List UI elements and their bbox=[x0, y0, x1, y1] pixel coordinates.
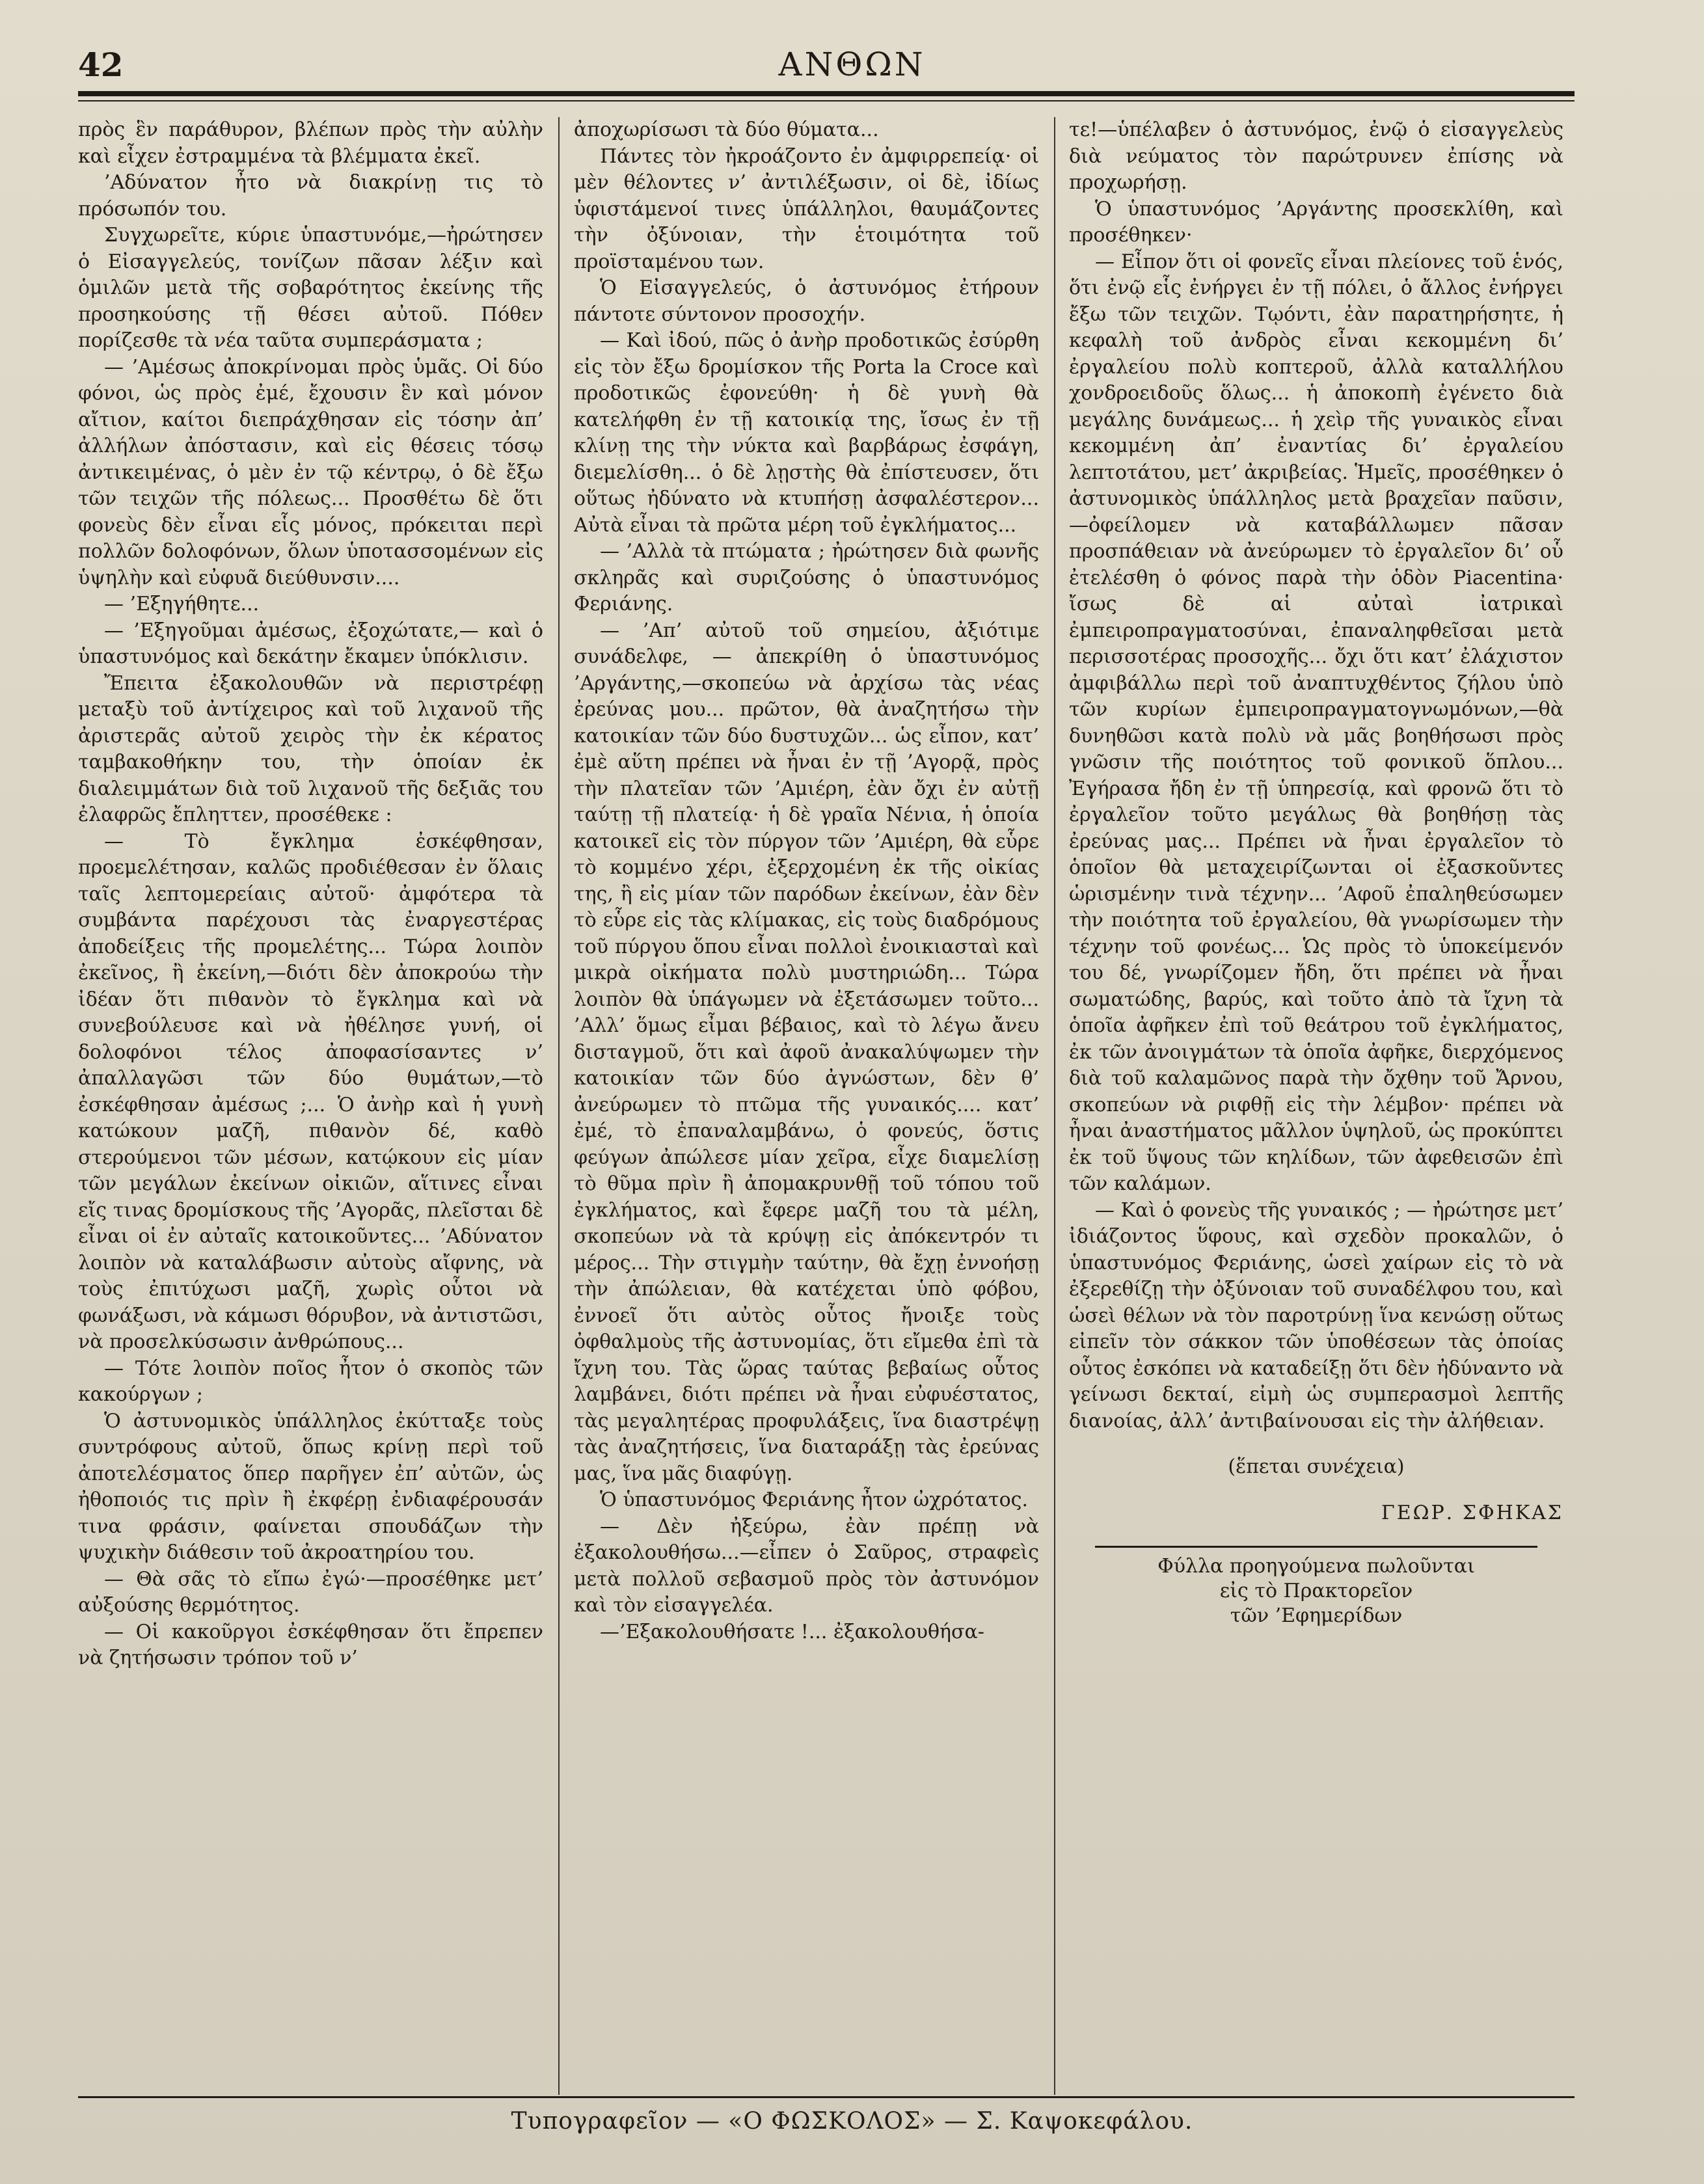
to-be-continued: (ἕπεται συνέχεια) bbox=[1228, 1455, 1405, 1478]
column-divider bbox=[1054, 117, 1055, 2095]
paragraph: ἀποχωρίσωσι τὰ δύο θύματα... bbox=[574, 118, 879, 141]
paragraph: — ’Εξηγήθητε... bbox=[104, 593, 260, 615]
paragraph: — Δὲν ἠξεύρω, ἐὰν πρέπῃ νὰ ἐξακολουθήσω...—εἶπεν ὁ Σαῦρος, στραφεὶς μετὰ πολλοῦ σεβασμοῦ πρὸς τὸν ἀστυνόμον καὶ τὸν εἰσαγγελέα. bbox=[574, 1515, 1039, 1617]
paragraph: Ὁ ὑπαστυνόμος Φεριάνης ἦτον ὠχρότατος. bbox=[600, 1489, 1028, 1511]
page-number: 42 bbox=[78, 46, 124, 84]
paragraph: — Οἱ κακοῦργοι ἐσκέφθησαν ὅτι ἔπρεπεν νὰ ζητήσωσιν τρόπον τοῦ ν’ bbox=[78, 1620, 543, 1669]
text-column-2 bbox=[574, 117, 1039, 2088]
paragraph: — ’Εξηγοῦμαι ἀμέσως, ἐξοχώτατε,— καὶ ὁ ὑπαστυνόμος καὶ δεκάτην ἔκαμεν ὑπόκλισιν. bbox=[78, 619, 543, 668]
paragraph: πρὸς ἓν παράθυρον, βλέπων πρὸς τὴν αὐλὴν καὶ εἶχεν ἐστραμμένα τὰ βλέμματα ἐκεῖ. bbox=[78, 118, 543, 168]
notice-line: τῶν ’Εφημερίδων bbox=[1230, 1604, 1403, 1627]
footer-rule bbox=[78, 2096, 1575, 2098]
paragraph: — ’Αμέσως ἀποκρίνομαι πρὸς ὑμᾶς. Οἱ δύο φόνοι, ὡς πρὸς ἐμέ, ἔχουσιν ἓν καὶ μόνον αἴτιον, καίτοι διεπράχθησαν εἰς τόσην ἀπ’ ἀλλήλων ἀπόστασιν, καὶ εἰς θέσεις τόσῳ ἀντικειμένας, ὁ μὲν ἐν τῷ κέντρῳ, ὁ δὲ ἔξω τῶν τειχῶν τῆς πόλεως... Προσθέτω δὲ ὅτι φονεὺς δὲν εἶναι εἷς μόνος, πρόκειται περὶ πολλῶν δολοφόνων, ὅλων ὑποτασσομένων εἰς ὑψηλὴν καὶ εὐφυᾶ διεύθυνσιν.... bbox=[78, 355, 543, 589]
header-rule-thin bbox=[78, 100, 1575, 101]
author-signature: ΓΕΩΡ. ΣΦΗΚΑΣ bbox=[1381, 1501, 1563, 1524]
paragraph: — Εἶπον ὅτι οἱ φονεῖς εἶναι πλείονες τοῦ ἑνός, ὅτι ἐνῷ εἷς ἐνήργει ἐν τῇ πόλει, ὁ ἄλλος ἐνήργει ἔξω τῶν τειχῶν. Τῳόντι, ἐὰν παρατηρήσητε, ἡ κεφαλὴ τοῦ ἀνδρὸς εἶναι κεκομμένη δι’ ἐργαλείου πολὺ κοπτεροῦ, ἀλλὰ καταλλήλου χονδροειδοῦς ὅλως... ἡ ἀποκοπὴ ἐγένετο διὰ μεγάλης δυνάμεως... ἡ χεὶρ τῆς γυναικὸς εἶναι κεκομμένη ἀπ’ ἐναντίας δι’ ἐργαλείου λεπτοτάτου, μετ’ ἀκριβείας. Ἡμεῖς, προσέθηκεν ὁ ἀστυνομικὸς ὑπάλληλος μετὰ βραχεῖαν παῦσιν,—ὀφείλομεν νὰ καταβάλλωμεν πᾶσαν προσπάθειαν νὰ ἀνεύρωμεν τὸ ἐργαλεῖον δι’ οὗ ἐτελέσθη ὁ φόνος παρὰ τὴν ὁδὸν Piacentina· ἴσως δὲ αἱ αὐταὶ ἰατρικαὶ ἐμπειροπραγματοσύναι, ἐπαναληφθεῖσαι μετὰ περισσοτέρας προσοχῆς... ὄχι ὅτι κατ’ ἐλάχιστον ἀμφιβάλλω περὶ τοῦ ἀναπτυχθέντος ζήλου ὑπὸ τῶν κυρίων ἐμπειροπραγματογνωμόνων,—θὰ δυνηθῶσι κατὰ πολὺ νὰ μᾶς βοηθήσωσι πρὸς γνῶσιν τῆς ποιότητος τοῦ φονικοῦ ὅπλου... Ἐγήρασα ἤδη ἐν τῇ ὑπηρεσίᾳ, καὶ φρονῶ ὅτι τὸ ἐργαλεῖον τοῦτο μεγάλως θὰ βοηθήσῃ τὰς ἐρεύνας μας... Πρέπει νὰ ἦναι ἐργαλεῖον τὸ ὁποῖον θὰ μεταχειρίζωνται οἱ ἐξασκοῦντες ὡρισμένην τινὰ τέχνην... ’Αφοῦ ἐπαληθεύσωμεν τὴν ποιότητα τοῦ ἐργαλείου, θὰ γνωρίσωμεν τὴν τέχνην τοῦ φονέως... Ὡς πρὸς τὸ ὑποκείμενόν του δέ, γνωρίζομεν ἤδη, ὅτι πρέπει νὰ ἦναι σωματώδης, βαρύς, καὶ τοῦτο ἀπὸ τὰ ἴχνη τὰ ὁποῖα ἀφῆκεν ἐπὶ τοῦ θεάτρου τοῦ ἐγκλήματος, ἐκ τῶν ἀνοιγμάτων τὰ ὁποῖα ἀφῆκε, διερχόμενος διὰ τοῦ καλαμῶνος παρὰ τὴν ὄχθην τοῦ Ἄρνου, σκοπεύων νὰ ριφθῇ εἰς τὴν λέμβον· πρέπει νὰ ἦναι ἀναστήματος μᾶλλον ὑψηλοῦ, ὡς προκύπτει ἐκ τοῦ ὕψους τῶν κηλίδων, τῶν ἀφεθεισῶν ἐπὶ τῶν καλάμων. bbox=[1069, 250, 1563, 1195]
paragraph: — ’Αλλὰ τὰ πτώματα ; ἠρώτησεν διὰ φωνῆς σκληρᾶς καὶ συριζούσης ὁ ὑπαστυνόμος Φεριάνης. bbox=[574, 540, 1039, 615]
paragraph: — Τότε λοιπὸν ποῖος ἦτον ὁ σκοπὸς τῶν κακούργων ; bbox=[78, 1356, 543, 1406]
notice-line: εἰς τὸ Πρακτορεῖον bbox=[1219, 1580, 1413, 1602]
paragraph: τε!—ὑπέλαβεν ὁ ἀστυνόμος, ἐνῷ ὁ εἰσαγγελεὺς διὰ νεύματος τὸν παρώτρυνεν ἐπίσης νὰ προχωρήσῃ. bbox=[1069, 118, 1563, 194]
text-column-1 bbox=[78, 117, 543, 2088]
paragraph: — Καὶ ἰδού, πῶς ὁ ἀνὴρ προδοτικῶς ἐσύρθη εἰς τὸν ἔξω δρομίσκον τῆς Porta la Croce καὶ προδοτικῶς ἐφονεύθη· ἡ δὲ γυνὴ θὰ κατελήφθη ἐν τῇ κατοικίᾳ της, ἴσως ἐν τῇ κλίνῃ της τὴν νύκτα καὶ βαρβάρως ἐσφάγη, διεμελίσθη... ὁ δὲ λῃστὴς θὰ ἐπίστευσεν, ὅτι οὕτως ἠδύνατο νὰ κτυπήσῃ ἀσφαλέστερον... Αὐτὰ εἶναι τὰ πρῶτα μέρη τοῦ ἐγκλήματος... bbox=[574, 329, 1039, 537]
column-divider bbox=[558, 117, 560, 2095]
paragraph: — ’Απ’ αὐτοῦ τοῦ σημείου, ἀξιότιμε συνάδελφε, — ἀπεκρίθη ὁ ὑπαστυνόμος ’Αργάντης,—σκοπεύω νὰ ἀρχίσω τὰς νέας ἐρεύνας μου... πρῶτον, θὰ ἀναζητήσω τὴν κατοικίαν τῶν δύο δυστυχῶν... ὡς εἶπον, κατ’ ἐμὲ αὕτη πρέπει νὰ ἦναι ἐν τῇ ’Αγορᾷ, πρὸς τὴν πλατεῖαν τῶν ’Αμιέρη, ἐὰν ὄχι ἐν αὐτῇ ταύτῃ τῇ πλατείᾳ· ἡ δὲ γραῖα Νένια, ἡ ὁποία κατοικεῖ εἰς τὸν πύργον τῶν ’Αμιέρη, θὰ εὗρε τὸ κομμένο χέρι, ἐξερχομένη ἐκ τῆς οἰκίας της, ἢ εἰς μίαν τῶν παρόδων ἐκείνων, ἐὰν δὲν τὸ εὗρε εἰς τὰς κλίμακας, εἰς τοὺς διαδρόμους τοῦ πύργου ὅπου εἶναι πολλοὶ ἐνοικιασταὶ καὶ μικρὰ οἰκήματα πολὺ μυστηριώδη... Τώρα λοιπὸν θὰ ὑπάγωμεν νὰ ἐξετάσωμεν τοῦτο... ’Αλλ’ ὅμως εἶμαι βέβαιος, καὶ τὸ λέγω ἄνευ δισταγμοῦ, ὅτι καὶ ἀφοῦ ἀνακαλύψωμεν τὴν κατοικίαν τῶν δύο ἀγνώστων, δὲν θ’ ἀνεύρωμεν τὸ πτῶμα τῆς γυναικός.... κατ’ ἐμέ, τὸ ἐπαναλαμβάνω, ὁ φονεύς, ὅστις φεύγων ἀπώλεσε μίαν χεῖρα, εἶχε διαμελίσῃ τὸ θῦμα πρὶν ἢ ἀπομακρυνθῇ τοῦ τόπου τοῦ ἐγκλήματος, καὶ ἔφερε μαζῆ του τὰ μέλη, σκοπεύων νὰ τὰ κρύψῃ εἰς ἀπόκεντρόν τι μέρος... Τὴν στιγμὴν ταύτην, θὰ ἔχῃ ἐννοήσῃ τὴν ἀπώλειαν, θὰ κατέχεται ὑπὸ φόβου, ἐννοεῖ ὅτι αὐτὸς οὗτος ἤνοιξε τοὺς ὀφθαλμοὺς τῆς ἀστυνομίας, ὅτι εἴμεθα ἐπὶ τὰ ἴχνη του. Τὰς ὥρας ταύτας βεβαίως οὗτος λαμβάνει, διότι πρέπει νὰ ἦναι εὐφυέστατος, τὰς μεγαλητέρας προφυλάξεις, ἵνα διαστρέψῃ τὰς ἀναζητήσεις, ἵνα διαταράξῃ τὰς ἐρεύνας μας, ἵνα μᾶς διαφύγῃ. bbox=[574, 619, 1039, 1485]
paragraph: ’Αδύνατον ἦτο νὰ διακρίνῃ τις τὸ πρόσωπόν του. bbox=[78, 171, 543, 221]
header-rule-thick bbox=[78, 91, 1575, 96]
paragraph: — Τὸ ἔγκλημα ἐσκέφθησαν, προεμελέτησαν, καλῶς προδιέθεσαν ἐν ὅλαις ταῖς λεπτομερείαις αὐτοῦ· ἀμφότερα τὰ συμβάντα παρέχουσι τὰς ἐναργεστέρας ἀποδείξεις τῆς προμελέτης... Τώρα λοιπὸν ἐκεῖνος, ἢ ἐκείνη,—διότι δὲν ἀποκρούω τὴν ἰδέαν ὅτι πιθανὸν τὸ ἔγκλημα καὶ νὰ συνεβούλευσε καὶ νὰ ἠθέλησε γυνή, οἱ δολοφόνοι τέλος ἀποφασίσαντες ν’ ἀπαλλαγῶσι τῶν δύο θυμάτων,—τὸ ἐσκέφθησαν ἀμέσως ;... Ὁ ἀνὴρ καὶ ἡ γυνὴ κατώκουν μαζῆ, πιθανὸν δέ, καθὸ στερούμενοι τῶν μέσων, κατῴκουν εἰς μίαν τῶν μεγάλων ἐκείνων οἰκιῶν, αἵτινες εἶναι εἴς τινας δρομίσκους τῆς ’Αγορᾶς, πλεῖσται δὲ εἶναι οἱ ἐν αὐταῖς κατοικοῦντες... ’Αδύνατον λοιπὸν νὰ καταλάβωσιν αὐτοὺς αἴφνης, νὰ τοὺς ἐπιτύχωσι μαζῆ, χωρὶς οὗτοι νὰ φωνάξωσι, νὰ κάμωσι θόρυβον, νὰ ἀντιστῶσι, νὰ προσελκύσωσιν ἀνθρώπους... bbox=[78, 829, 543, 1353]
notice-line: Φύλλα προηγούμενα πωλοῦνται bbox=[1157, 1555, 1475, 1578]
paragraph: Συγχωρεῖτε, κύριε ὑπαστυνόμε,—ἠρώτησεν ὁ Εἰσαγγελεύς, τονίζων πᾶσαν λέξιν καὶ ὁμιλῶν μετὰ τῆς σοβαρότητος ἐκείνης τῆς προσηκούσης τῇ θέσει αὐτοῦ. Πόθεν πορίζεσθε τὰ νέα ταῦτα συμπεράσματα ; bbox=[78, 224, 543, 352]
paragraph: Ὁ ἀστυνομικὸς ὑπάλληλος ἐκύτταξε τοὺς συντρόφους αὐτοῦ, ὅπως κρίνῃ περὶ τοῦ ἀποτελέσματος ὅπερ παρῆγεν ἐπ’ αὐτῶν, ὡς ἠθοποιός τις πρὶν ἢ ἐκφέρῃ ἐνδιαφέρουσάν τινα φράσιν, φαίνεται σπουδάζων τὴν ψυχικὴν διάθεσιν τοῦ ἀκροατηρίου του. bbox=[78, 1409, 543, 1564]
paragraph: — Καὶ ὁ φονεὺς τῆς γυναικός ; — ἠρώτησε μετ’ ἰδιάζοντος ὕφους, καὶ σχεδὸν προκαλῶν, ὁ ὑπαστυνόμος Φεριάνης, ὡσεὶ χαίρων εἰς τὸ νὰ ἐξερεθίζῃ τὴν ὀξύνοιαν τοῦ συναδέλφου του, καὶ ὡσεὶ θέλων νὰ τὸν παροτρύνῃ ἵνα κενώσῃ οὕτως εἰπεῖν τὸν σάκκον τῶν ὑποθέσεων τὰς ὁποίας οὗτος ἐσκόπει νὰ καταδείξῃ ὅτι δὲν ἠδύναντο νὰ γείνωσι δεκταί, εἰμὴ ὡς συμπερασμοὶ λεπτῆς διανοίας, ἀλλ’ ἀντιβαίνουσαι εἰς τὴν ἀλήθειαν. bbox=[1069, 1198, 1563, 1433]
text-column-3 bbox=[1069, 117, 1563, 2088]
paragraph: — Θὰ σᾶς τὸ εἴπω ἐγώ·—προσέθηκε μετ’ αὐξούσης θερμότητος. bbox=[78, 1567, 543, 1617]
paragraph: Ὁ Εἰσαγγελεύς, ὁ ἀστυνόμος ἐτήρουν πάντοτε σύντονον προσοχήν. bbox=[574, 276, 1039, 326]
printer-imprint: Τυπογραφεῖον — «Ο ΦΩΣΚΟΛΟΣ» — Σ. Καψοκεφάλου. bbox=[511, 2108, 1193, 2135]
paragraph: Πάντες τὸν ἠκροάζοντο ἐν ἀμφιρρεπείᾳ· οἱ μὲν θέλοντες ν’ ἀντιλέξωσιν, οἱ δὲ, ἰδίως ὑφιστάμενοί τινες ὑπάλληλοι, θαυμάζοντες τὴν ὀξύνοιαν, τὴν ἑτοιμότητα τοῦ προϊσταμένου των. bbox=[574, 144, 1039, 273]
journal-title: ΑΝΘΩΝ bbox=[778, 46, 926, 83]
paragraph: —’Εξακολουθήσατε !... ἐξακολουθήσα- bbox=[600, 1620, 984, 1643]
paragraph: Ὁ ὑπαστυνόμος ’Αργάντης προσεκλίθη, καὶ προσέθηκεν· bbox=[1069, 197, 1563, 247]
paragraph: Ἔπειτα ἐξακολουθῶν νὰ περιστρέφῃ μεταξὺ τοῦ ἀντίχειρος καὶ τοῦ λιχανοῦ τῆς ἀριστερᾶς αὐτοῦ χειρὸς τὴν ἐκ κέρατος ταμβακοθήκην του, τὴν ὁποίαν ἐκ διαλειμμάτων διὰ τοῦ λιχανοῦ τῆς δεξιᾶς του ἐλαφρῶς ἔπληττεν, προσέθεκε : bbox=[78, 671, 543, 826]
notice-separator bbox=[1095, 1546, 1537, 1548]
